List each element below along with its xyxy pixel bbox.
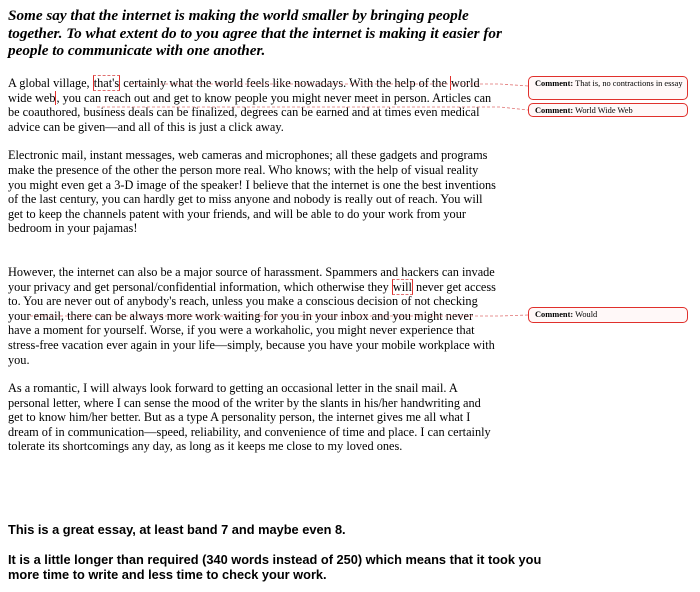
- teacher-feedback: [8, 522, 568, 582]
- p3-text-a: However, the internet can also be a major source of harassment. Spammers and hackers can invade your privacy and get personal/confidential information, which otherwise they: [8, 264, 495, 294]
- comment-balloon-2[interactable]: [528, 103, 688, 117]
- comment-label: Comment:: [535, 310, 574, 319]
- feedback-line-2: It is a little longer than required (340 words instead of 250) which means that it took you more time to write and less time to check your work.: [8, 552, 542, 582]
- comment-text: Would: [575, 310, 598, 319]
- p1-text-c: certainly what the world feels like nowadays. With the help of the: [120, 76, 450, 90]
- p1-text-a: A global village,: [8, 76, 93, 90]
- comment-text: World Wide Web: [575, 106, 633, 115]
- comment-label: Comment:: [535, 106, 574, 115]
- comment-balloon-3[interactable]: [528, 307, 688, 323]
- comment-balloon-1[interactable]: [528, 76, 688, 100]
- comment-anchor-will[interactable]: will: [392, 279, 412, 294]
- essay-question: Some say that the internet is making the world smaller by bringing people together. To what extent do to you agree that the internet is making it easier for people to communicate with one another.: [8, 7, 502, 59]
- essay-paragraph-4: As a romantic, I will always look forward to getting an occasional letter in the snail mail. A personal letter, where I can sense the mood of the writer by the slants in his/her handwriting and get to know him/her better. But as a type A personality person, the internet gives me all what I dream of in communication—speed, reliability, and convenience of time and place. I can certainly tolerate its shortcomings any day, as long as it keeps me close to my loved ones.: [8, 381, 491, 454]
- essay-paragraph-3: [8, 265, 498, 367]
- essay-paragraph-2: Electronic mail, instant messages, web cameras and microphones; all these gadgets and programs make the presence of the other the person more real. Who knows; with the help of visual reality you might even get a 3-D image of the speaker! I believe that the internet is one the best inventions of the last century, you can hardly get to miss anyone and nobody is really out of reach. You will get to keep the channels patent with your friends, and will be able to do your work from your bedroom in your pajamas!: [8, 148, 496, 236]
- comment-text: That is, no contractions in essay: [575, 79, 683, 88]
- essay-paragraph-1: [8, 76, 498, 134]
- comment-label: Comment:: [535, 79, 574, 88]
- feedback-line-1: This is a great essay, at least band 7 and maybe even 8.: [8, 522, 346, 537]
- p3-text-c: never get access to. You are never out of anybody's reach, unless you make a conscious decision of not checking your email, there can be always more work waiting for you in your inbox and you might never have a moment for yourself. Worse, if you were a workaholic, you might never experience that stress-free vacation ever again in your life—simply, because you have your mobile workplace with you.: [8, 279, 496, 367]
- comment-anchor-world-wide-web[interactable]: world wide web: [8, 76, 480, 105]
- essay-body: [8, 76, 498, 454]
- p1-text-e: , you can reach out and get to know people you might never meet in person. Articles can be coauthored, business deals can be finalized, degrees can be earned and at times even medical advice can be given—and all of this is just a click away.: [8, 90, 492, 134]
- comment-anchor-thats[interactable]: that's: [93, 76, 120, 90]
